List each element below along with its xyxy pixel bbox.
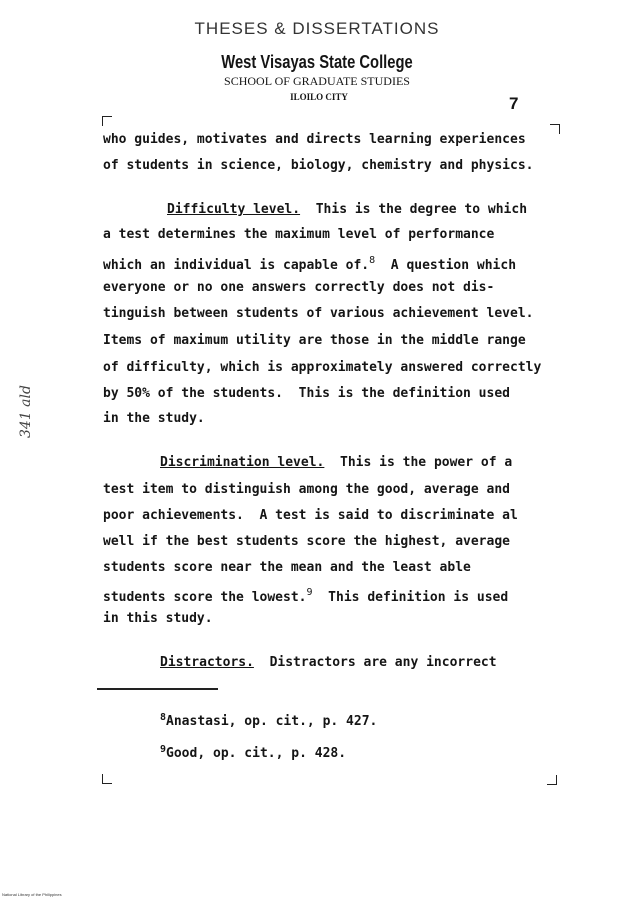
library-footer: National Library of the Philippines (2, 892, 62, 897)
body-text: This is the degree to which (300, 202, 528, 217)
body-text: Distractors are any incorrect (253, 655, 497, 670)
footnote-8 (160, 712, 377, 729)
crop-mark-top-left (102, 116, 112, 126)
college-name: West Visayas State College (221, 52, 413, 72)
difficulty-term: Difficulty level. (167, 202, 301, 217)
discrimination-term: Discrimination level. (160, 455, 325, 470)
discrimination-paragraph-line (160, 455, 512, 471)
crop-mark-bottom-right (547, 775, 557, 785)
body-line: who guides, motivates and directs learning experiences (103, 132, 526, 147)
theses-stamp-header: THESES & DISSERTATIONS (194, 19, 440, 38)
body-line: tinguish between students of various achievement level. (103, 306, 534, 321)
footnote-ref-9: 9 (306, 587, 313, 598)
body-line: in this study. (103, 611, 213, 626)
footnote-number: 8 (160, 712, 167, 723)
crop-mark-bottom-left (102, 774, 112, 784)
footnote-number: 9 (160, 744, 167, 755)
crop-mark-top-right (550, 124, 560, 134)
body-line: students score near the mean and the least able (103, 560, 471, 575)
body-text: This is the power of a (324, 455, 513, 470)
distractors-paragraph-line (160, 655, 497, 671)
body-line: of students in science, biology, chemistry and physics. (103, 158, 534, 173)
city-name: ILOILO CITY (290, 92, 348, 102)
handwritten-margin-note: 341 ald (18, 385, 34, 438)
body-text: This definition is used (312, 590, 509, 605)
footnote-9 (160, 744, 346, 761)
body-line: a test determines the maximum level of performance (103, 227, 495, 242)
body-line (103, 585, 508, 606)
body-line: well if the best students score the highest, average (103, 534, 510, 549)
body-line: Items of maximum utility are those in the middle range (103, 333, 526, 348)
body-line: in the study. (103, 411, 205, 426)
footnote-ref-8: 8 (369, 255, 376, 266)
difficulty-paragraph-line (167, 202, 527, 218)
footnote-divider (97, 688, 218, 690)
footnote-text: Good, op. cit., p. 428. (166, 746, 347, 761)
page-number: 7 (509, 94, 519, 113)
body-line (103, 253, 516, 274)
body-line: everyone or no one answers correctly does not dis- (103, 280, 495, 295)
body-line: of difficulty, which is approximately answered correctly (103, 360, 542, 375)
school-name: SCHOOL OF GRADUATE STUDIES (224, 74, 410, 88)
body-line: poor achievements. A test is said to discriminate al (103, 508, 518, 523)
body-text: A question which (375, 258, 517, 273)
body-line: by 50% of the students. This is the definition used (103, 386, 510, 401)
body-text: students score the lowest. (103, 590, 307, 605)
body-text: which an individual is capable of. (103, 258, 370, 273)
distractors-term: Distractors. (160, 655, 254, 670)
body-line: test item to distinguish among the good, average and (103, 482, 510, 497)
footnote-text: Anastasi, op. cit., p. 427. (166, 714, 378, 729)
